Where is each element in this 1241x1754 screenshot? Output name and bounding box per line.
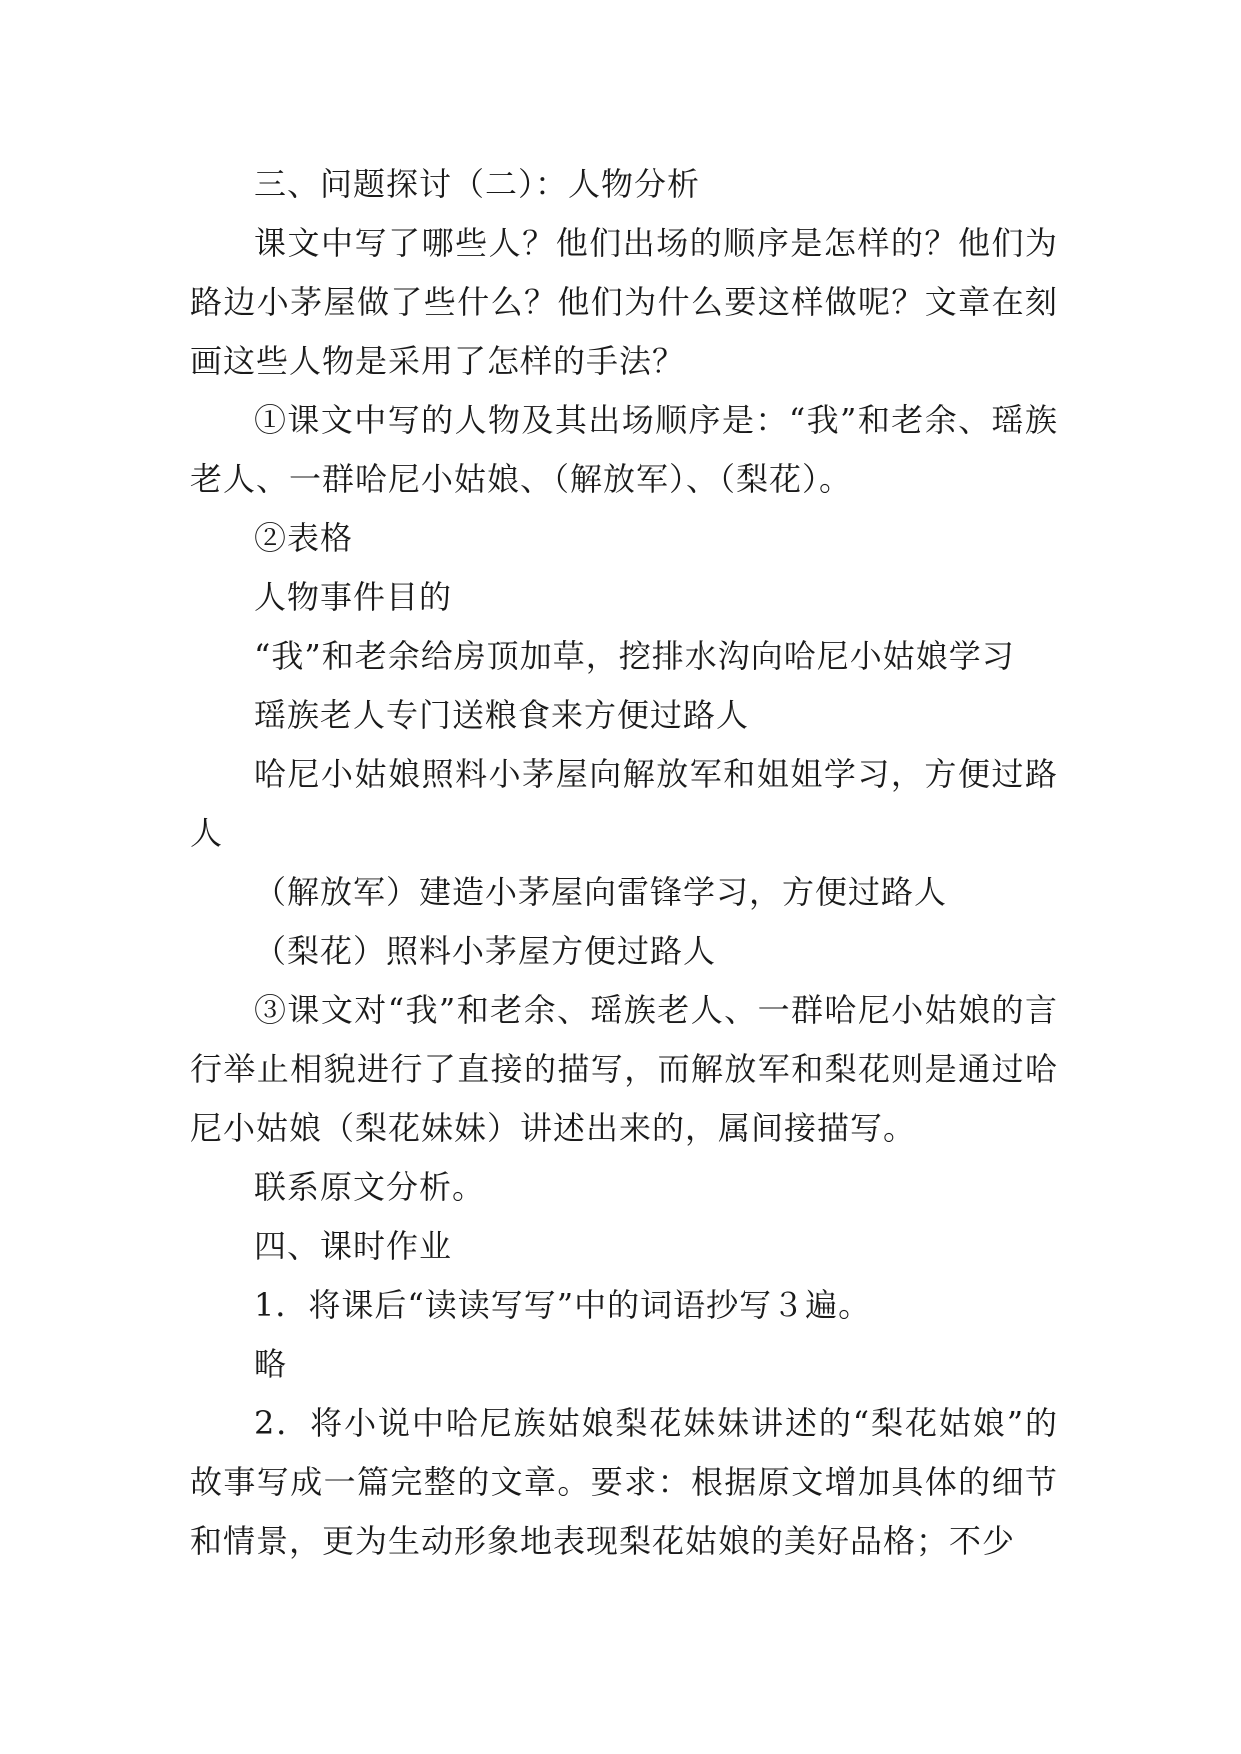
section-heading-4: 四、课时作业 (254, 1227, 453, 1265)
table-row-line: （解放军）建造小茅屋向雷锋学习，方便过路人 (254, 873, 948, 911)
table-row-line: （梨花）照料小茅屋方便过路人 (254, 932, 717, 970)
section-heading-3: 三、问题探讨（二）：人物分析 (254, 165, 701, 203)
homework-item-1: 1．将课后“读读写写”中的词语抄写３遍。 (254, 1286, 872, 1324)
document-body (190, 155, 1058, 1571)
table-row-line: “我”和老余给房顶加草，挖排水沟向哈尼小姑娘学习 (254, 637, 1015, 675)
answer-1-paragraph: ①课文中写的人物及其出场顺序是：“我”和老余、瑶族老人、一群哈尼小姑娘、（解放军）、（梨花）。 (190, 401, 1058, 498)
table-header-line: 人物事件目的 (254, 578, 453, 616)
homework-item-2: 2．将小说中哈尼族姑娘梨花妹妹讲述的“梨花姑娘”的故事写成一篇完整的文章。要求：根据原文增加具体的细节和情景，更为生动形象地表现梨花姑娘的美好品格；不少 (190, 1404, 1058, 1560)
answer-2-label: ②表格 (254, 519, 354, 557)
answer-3-paragraph: ③课文对“我”和老余、瑶族老人、一群哈尼小姑娘的言行举止相貌进行了直接的描写，而解放军和梨花则是通过哈尼小姑娘（梨花妹妹）讲述出来的，属间接描写。 (190, 991, 1058, 1147)
table-row-line: 瑶族老人专门送粮食来方便过路人 (254, 696, 750, 734)
question-paragraph: 课文中写了哪些人？他们出场的顺序是怎样的？他们为路边小茅屋做了些什么？他们为什么要这样做呢？文章在刻画这些人物是采用了怎样的手法？ (190, 224, 1058, 380)
table-row-line: 哈尼小姑娘照料小茅屋向解放军和姐姐学习，方便过路人 (190, 755, 1058, 852)
analysis-note: 联系原文分析。 (254, 1168, 486, 1206)
homework-item-1-answer: 略 (254, 1345, 288, 1383)
